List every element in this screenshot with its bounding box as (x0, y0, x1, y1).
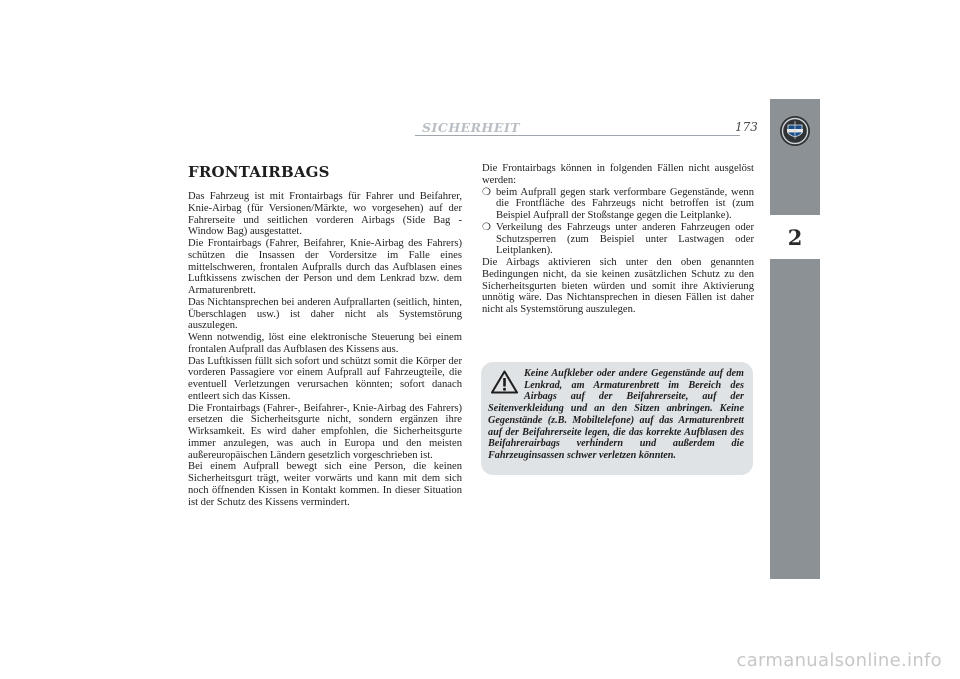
list-item-text: beim Aufprall gegen stark verformbare Gegenstände, wenn die Frontfläche des Fahrzeugs nicht betroffen ist (zum Beispiel Aufprall der Stoßstange gegen die Leitplanke). (496, 186, 754, 221)
paragraph: Wenn notwendig, löst eine elektronische Steuerung bei einem frontalen Aufprall das Aufblasen des Kissens aus. (188, 332, 462, 355)
list-item-text: Verkeilung des Fahrzeugs unter anderen Fahrzeugen oder Schutzsperren (zum Beispiel unter Lastwagen oder Leitplanken). (496, 221, 754, 257)
chapter-sidebar (770, 99, 820, 579)
page-number: 173 (735, 120, 758, 134)
header-rule (415, 135, 740, 136)
warning-triangle-icon (491, 370, 518, 394)
page-heading: FRONTAIRBAGS (188, 163, 330, 181)
bullet-circle-icon: ❍ (482, 221, 491, 233)
bullet-list (482, 187, 754, 258)
chapter-tab[interactable] (770, 215, 820, 259)
paragraph: Die Frontairbags (Fahrer-, Beifahrer-, Knie-Airbag des Fahrers) ersetzen die Sicherheitsgurte nicht, sondern ergänzen ihre Wirksamkeit. Es wird daher empfohlen, die Sicherheitsgurte immer anzulegen, was auch in Europa und den meisten außereuropäischen Ländern gesetzlich vorgeschrieben ist. (188, 402, 462, 461)
warning-text-block (488, 368, 744, 462)
intro-paragraph: Die Frontairbags können in folgenden Fällen nicht ausgelöst werden: (482, 163, 754, 186)
bullet-circle-icon: ❍ (482, 186, 491, 198)
section-title: SICHERHEIT (422, 120, 521, 135)
closing-paragraph: Die Airbags aktivieren sich unter den oben genannten Bedingungen nicht, da sie keinen zusätzlichen Schutz zu den Sicherheitsgurten bieten würden und somit ihre Aktivierung unnötig wäre. Das Nichtansprechen in diesen Fällen ist daher nicht als Systemstörung auszulegen. (482, 257, 754, 315)
paragraph: Bei einem Aufprall bewegt sich eine Person, die keinen Sicherheitsgurt trägt, weiter vorwärts und kann mit dem sich noch öffnenden Kissen in Kontakt kommen. In dieser Situation ist der Schutz des Kissens vermindert. (188, 461, 462, 508)
chapter-number: 2 (787, 224, 803, 250)
warning-box (481, 362, 753, 475)
left-column (188, 163, 462, 508)
list-item (482, 222, 754, 257)
lancia-logo-icon (779, 115, 811, 147)
watermark: carmanualsonline.info (736, 650, 942, 671)
paragraph: Das Luftkissen füllt sich sofort und schützt somit die Körper der vorderen Passagiere vor einem Aufprall auf Fahrzeugteile, die eventuell Verletzungen verursachen könnten; sofort danach entleert sich das Kissen. (188, 355, 462, 402)
paragraph: Das Fahrzeug ist mit Frontairbags für Fahrer und Beifahrer, Knie-Airbag (für Versionen/Märkte, wo vorgesehen) auf der Fahrerseite und seitlichen vorderen Airbags (Side Bag - Window Bag) ausgestattet. (188, 191, 462, 238)
paragraph: Das Nichtansprechen bei anderen Aufprallarten (seitlich, hinten, Überschlagen usw.) ist daher nicht als Systemstörung auszulegen. (188, 296, 462, 332)
warning-text: Keine Aufkleber oder andere Gegenstände auf dem Lenkrad, am Armaturenbrett im Bereich des Airbags auf der Beifahrerseite, auf der Seitenverkleidung und an den Sitzen anbringen. Keine Gegenstände (z.B. Mobiltelefone) auf das Armaturenbrett auf der Beifahrerseite legen, die das korrekte Aufblasen des Beifahrerairbags verhindern und außerdem die Fahrzeuginsassen schwer verletzen könnten. (488, 368, 744, 461)
right-column (482, 163, 754, 316)
list-item (482, 187, 754, 222)
paragraph: Die Frontairbags (Fahrer, Beifahrer, Knie-Airbag des Fahrers) schützen die Insassen der Vordersitze im Falle eines mittelschweren, frontalen Aufpralls durch das Aufblasen eines Luftkissens zwischen der Person und dem Lenkrad bzw. dem Armaturenbrett. (188, 238, 462, 296)
